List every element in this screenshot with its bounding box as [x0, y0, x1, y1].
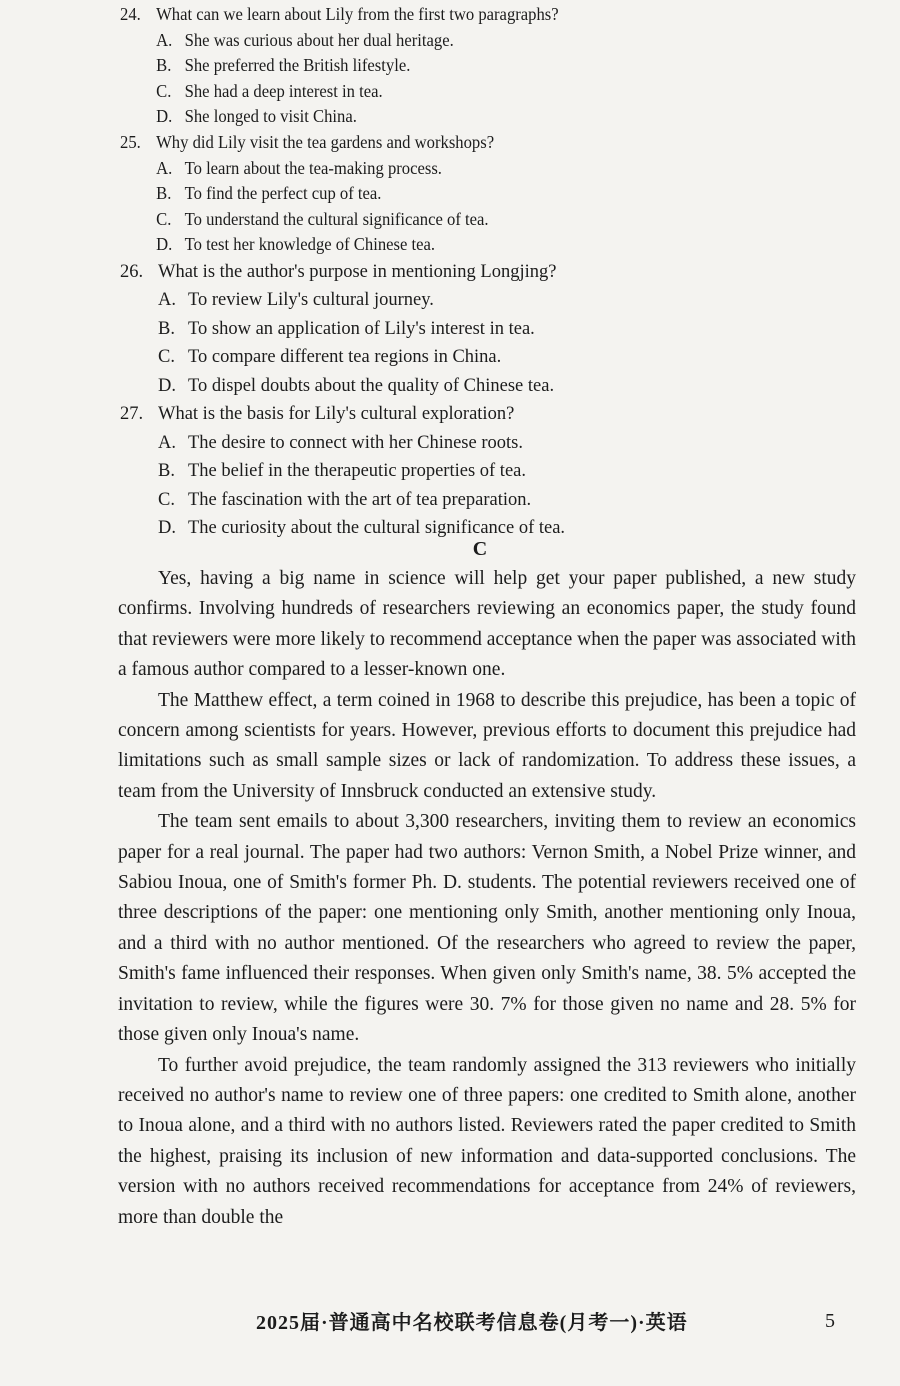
- option-letter: D.: [158, 518, 176, 539]
- reading-passage: [118, 564, 856, 1233]
- question-stem: What is the author's purpose in mentioning Longjing?: [158, 261, 557, 282]
- option-c: [120, 207, 652, 233]
- paragraph-2: The Matthew effect, a term coined in 1968 to describe this prejudice, has been a topic of concern among scientists for years. However, previous efforts to document this prejudice had limitations such as small sample sizes or lack of randomization. To address these issues, a team from the University of Innsbruck conducted an extensive study.: [118, 689, 856, 802]
- option-a: [120, 28, 652, 54]
- option-text: The desire to connect with her Chinese roots.: [188, 432, 523, 453]
- question-number: 25.: [120, 131, 141, 152]
- option-letter: C.: [158, 489, 175, 510]
- option-letter: B.: [158, 318, 175, 339]
- question-number: 26.: [120, 261, 144, 282]
- option-text: To show an application of Lily's interest in tea.: [188, 318, 535, 339]
- paragraph-3: The team sent emails to about 3,300 researchers, inviting them to review an economics paper for a real journal. The paper had two authors: Vernon Smith, a Nobel Prize winner, and Sabiou Inoua, one of Smith's former Ph. D. students. The potential reviewers received one of three descriptions of the paper: one mentioning only Smith, another mentioning only Inoua, and a third with no author mentioned. Of the researchers who agreed to review the paper, Smith's fame influenced their responses. When given only Smith's name, 38. 5% accepted the invitation to review, while the figures were 30. 7% for those given no name and 28. 5% for those given only Inoua's name.: [118, 811, 856, 1046]
- question-stem: What is the basis for Lily's cultural exploration?: [158, 404, 515, 425]
- paragraph-1: Yes, having a big name in science will help get your paper published, a new study confirms. Involving hundreds of researchers reviewing an economics paper, the study found that reviewers were more likely to recommend acceptance when the paper was associated with a famous author compared to a lesser-known one.: [118, 568, 856, 681]
- option-b: [120, 315, 680, 344]
- question-24: [120, 0, 652, 130]
- option-letter: C.: [156, 80, 172, 101]
- option-text: She had a deep interest in tea.: [184, 80, 383, 101]
- option-text: To dispel doubts about the quality of Chinese tea.: [188, 375, 555, 396]
- option-letter: A.: [156, 29, 173, 50]
- option-text: To test her knowledge of Chinese tea.: [184, 234, 436, 255]
- page-number: 5: [825, 1310, 835, 1332]
- option-letter: D.: [156, 106, 173, 127]
- option-letter: A.: [158, 290, 176, 311]
- option-letter: C.: [158, 347, 175, 368]
- option-letter: A.: [158, 432, 176, 453]
- option-a: [120, 429, 680, 458]
- option-text: She preferred the British lifestyle.: [184, 55, 411, 76]
- option-text: To review Lily's cultural journey.: [188, 290, 434, 311]
- option-text: The curiosity about the cultural significance of tea.: [188, 518, 566, 539]
- question-number: 27.: [120, 404, 144, 425]
- option-letter: C.: [156, 208, 172, 229]
- option-letter: B.: [158, 461, 175, 482]
- option-a: [120, 286, 680, 315]
- question-27: [120, 400, 680, 543]
- option-letter: D.: [158, 375, 176, 396]
- paragraph-4: To further avoid prejudice, the team randomly assigned the 313 reviewers who initially received no author's name to review one of three papers: one credited to Smith alone, another to Inoua alone, and a third with no authors listed. Reviewers rated the paper credited to Smith the highest, praising its inclusion of new information and data-supported conclusions. The version with no authors received recommendations for acceptance from 24% of reviewers, more than double the: [118, 1054, 856, 1228]
- option-c: [120, 343, 680, 372]
- option-c: [120, 486, 680, 515]
- option-letter: B.: [156, 55, 172, 76]
- option-b: [120, 181, 652, 207]
- question-26: [120, 258, 680, 401]
- option-a: [120, 156, 652, 182]
- option-letter: A.: [156, 157, 173, 178]
- option-d: [120, 372, 680, 401]
- option-text: To find the perfect cup of tea.: [184, 183, 382, 204]
- questions-block: [120, 0, 680, 543]
- option-text: She longed to visit China.: [184, 106, 357, 127]
- option-d: [120, 232, 652, 258]
- option-c: [120, 79, 652, 105]
- option-letter: B.: [156, 183, 172, 204]
- option-d: [120, 104, 652, 130]
- section-heading: C: [472, 538, 488, 560]
- option-text: The belief in the therapeutic properties of tea.: [188, 461, 526, 482]
- option-text: The fascination with the art of tea preparation.: [188, 489, 532, 510]
- option-b: [120, 53, 652, 79]
- question-number: 24.: [120, 4, 141, 24]
- option-letter: D.: [156, 234, 173, 255]
- question-stem: What can we learn about Lily from the first two paragraphs?: [156, 4, 559, 24]
- option-b: [120, 457, 680, 486]
- option-text: She was curious about her dual heritage.: [184, 29, 454, 50]
- option-text: To compare different tea regions in China.: [188, 347, 502, 368]
- option-text: To learn about the tea-making process.: [184, 157, 442, 178]
- question-stem: Why did Lily visit the tea gardens and workshops?: [156, 131, 495, 152]
- question-25: [120, 130, 652, 258]
- option-text: To understand the cultural significance of tea.: [184, 208, 489, 229]
- footer-title: 2025届·普通高中名校联考信息卷(月考一)·英语: [256, 1312, 688, 1334]
